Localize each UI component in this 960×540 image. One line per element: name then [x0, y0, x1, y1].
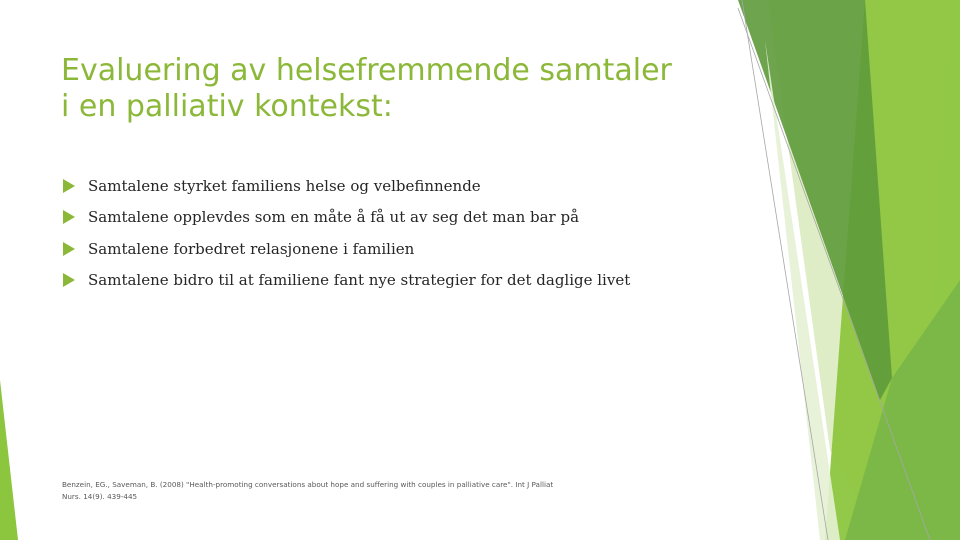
triangle-right-icon [62, 273, 76, 287]
deco-shape-left-corner [0, 380, 18, 540]
list-item [62, 170, 702, 202]
list-item [62, 265, 702, 297]
bullet-text: Samtalene opplevdes som en måte å få ut av seg det man bar på [88, 208, 580, 227]
reference-line: Benzein, EG., Saveman, B. (2008) "Health-promoting conversations about hope and suffering with couples in palliative care". Int J Palliat [62, 480, 554, 489]
triangle-right-icon [62, 179, 76, 193]
slide-title [61, 53, 741, 125]
bullet-list [62, 170, 702, 296]
reference-line: Nurs. 14(9). 439-445 [62, 492, 138, 501]
bullet-text: Samtalene forbedret relasjonene i familien [88, 239, 415, 258]
bullet-text: Samtalene styrket familiens helse og velbefinnende [88, 176, 481, 195]
slide-title-line: Evaluering av helsefremmende samtaler [61, 53, 672, 88]
triangle-right-icon [62, 210, 76, 224]
slide-title-line: i en palliativ kontekst: [61, 89, 393, 124]
bullet-text: Samtalene bidro til at familiene fant nye strategier for det daglige livet [88, 271, 631, 290]
list-item [62, 233, 702, 265]
triangle-right-icon [62, 242, 76, 256]
reference-citation [62, 479, 662, 503]
list-item [62, 202, 702, 234]
